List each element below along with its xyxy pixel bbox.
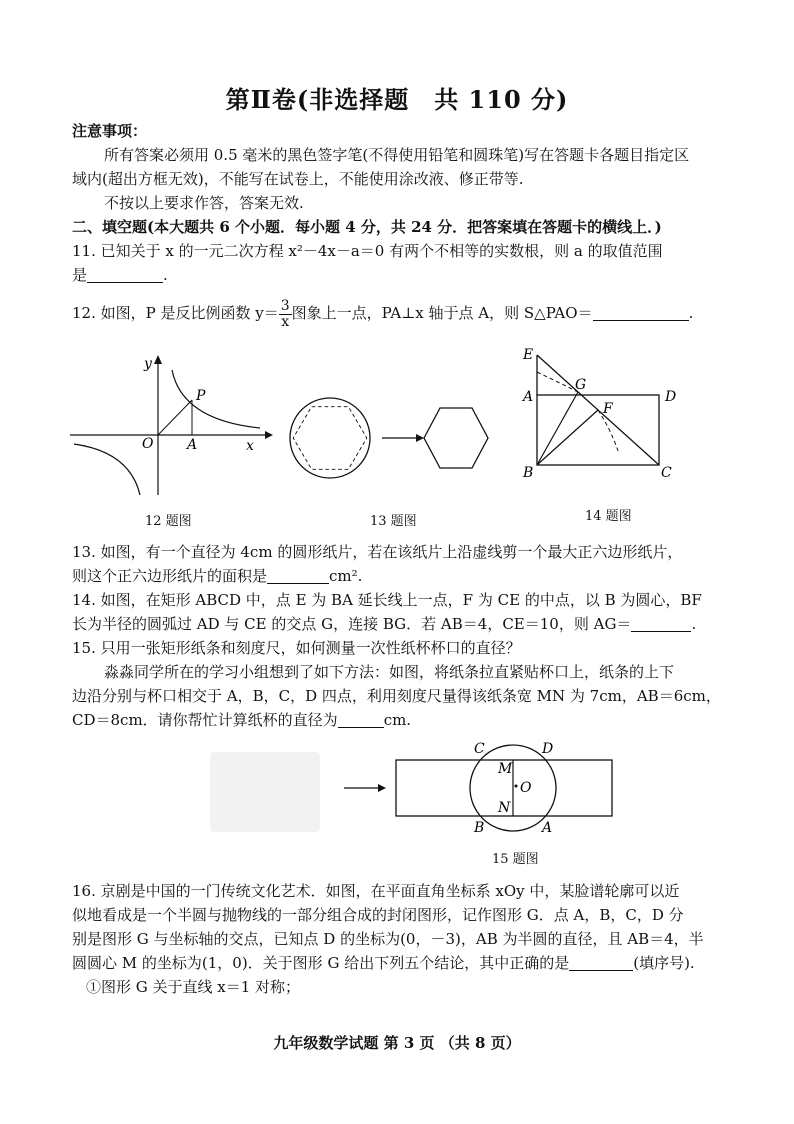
q11-prefix: 是 xyxy=(72,266,88,284)
q15-line-3: 边沿分别与杯口相交于 A，B，C，D 四点，利用刻度尺量得该纸条宽 MN 为 7cm，AB＝6cm， xyxy=(72,687,721,705)
section-heading: 二、填空题(本大题共 6 个小题．每小题 4 分，共 24 分．把答案填在答题卡的横线上．) xyxy=(72,218,662,236)
q16-line-1: 16. 京剧是中国的一门传统文化艺术．如图，在平面直角坐标系 xOy 中，某脸谱轮廓可以近 xyxy=(72,882,680,900)
arc-upper xyxy=(537,372,578,392)
q14-line-1: 14. 如图，在矩形 ABCD 中，点 E 为 BA 延长线上一点，F 为 CE 的中点，以 B 为圆心，BF xyxy=(72,591,702,609)
q16-prefix: 圆圆心 M 的坐标为(1，0)．关于图形 G 给出下列五个结论，其中正确的是 xyxy=(72,954,570,972)
label-y: y xyxy=(144,356,152,372)
q12-prefix: 12. 如图，P 是反比例函数 y＝ xyxy=(72,304,279,322)
label-a: A xyxy=(523,389,534,405)
q12-frac-den: x xyxy=(281,313,290,330)
q16-line-3: 别是图形 G 与坐标轴的交点，已知点 D 的坐标为(0，－3)，AB 为半圆的直径，且 AB＝4，半 xyxy=(72,930,704,948)
label-n: N xyxy=(498,800,511,816)
notes-heading: 注意事项： xyxy=(72,122,148,140)
figure-13 xyxy=(290,390,490,490)
page-title: 第Ⅱ卷(非选择题 共 110 分) xyxy=(225,85,569,114)
label-f: F xyxy=(603,401,613,417)
q15-line-1: 15. 只用一张矩形纸条和刻度尺，如何测量一次性纸杯杯口的直径？ xyxy=(72,639,521,657)
paper-cup-photo xyxy=(210,752,320,832)
q14-suffix: . xyxy=(691,615,697,633)
x-axis-arrow xyxy=(265,431,273,439)
q12-answer-blank xyxy=(593,305,689,321)
label-a: A xyxy=(542,820,553,836)
q13-prefix: 则这个正六边形纸片的面积是 xyxy=(72,567,268,585)
segment-bg xyxy=(537,392,578,465)
q14-answer-blank xyxy=(631,616,691,632)
label-c: C xyxy=(661,465,672,481)
label-b: B xyxy=(474,820,485,836)
label-x: x xyxy=(246,438,254,454)
q12-end: . xyxy=(688,304,694,322)
fig13-caption: 13 题图 xyxy=(370,514,417,529)
label-b: B xyxy=(523,465,534,481)
notes-line-1: 所有答案必须用 0.5 毫米的黑色签字笔(不得使用铅笔和圆珠笔)写在答题卡各题目指定区 xyxy=(104,146,690,164)
y-axis-arrow xyxy=(154,355,162,364)
fig15-caption: 15 题图 xyxy=(492,852,539,867)
arrow-head xyxy=(416,434,424,442)
paper-circle xyxy=(290,398,370,478)
q11-answer-blank xyxy=(87,267,163,283)
curve-q1 xyxy=(172,370,260,428)
q15-line-4 xyxy=(72,709,734,731)
curve-q3 xyxy=(74,444,140,495)
fig14-caption: 14 题图 xyxy=(585,509,632,524)
figure-15 xyxy=(340,738,620,838)
fig12-caption: 12 题图 xyxy=(145,514,192,529)
label-p: P xyxy=(196,388,206,404)
q11-suffix: . xyxy=(163,266,168,284)
label-a: A xyxy=(187,437,198,453)
center-point xyxy=(515,785,518,788)
label-g: G xyxy=(575,377,587,393)
q16-line-4 xyxy=(72,952,734,974)
q16-suffix: (填序号). xyxy=(633,954,695,972)
q14-prefix: 长为半径的圆弧过 AD 与 CE 的交点 G，连接 BG．若 AB＝4，CE＝10，则 AG＝ xyxy=(72,615,632,633)
q16-answer-blank xyxy=(569,955,633,971)
segment-bf xyxy=(537,410,598,465)
page-footer: 九年级数学试题 第 3 页 （共 8 页） xyxy=(273,1034,521,1052)
q15-prefix: CD＝8cm．请你帮忙计算纸杯的直径为 xyxy=(72,711,338,729)
rectangle-abcd xyxy=(537,395,659,465)
label-d: D xyxy=(665,389,677,405)
q15-suffix: cm. xyxy=(383,711,412,729)
q13-line-1: 13. 如图，有一个直径为 4cm 的圆形纸片，若在该纸片上沿虚线剪一个最大正六边形纸片， xyxy=(72,543,683,561)
q11-line-1: 11. 已知关于 x 的一元二次方程 x²－4x－a＝0 有两个不相等的实数根，则 a 的取值范围 xyxy=(72,242,663,260)
notes-line-3: 不按以上要求作答，答案无效. xyxy=(104,194,304,212)
label-c: C xyxy=(474,741,485,757)
q16-line-2: 似地看成是一个半圆与抛物线的一部分组合成的封闭图形，记作图形 G．点 A，B，C，D 分 xyxy=(72,906,684,924)
label-o: O xyxy=(142,436,154,452)
label-m: M xyxy=(498,761,513,777)
q13-answer-blank xyxy=(267,568,329,584)
segment-op xyxy=(158,400,192,435)
q12-suffix: 图象上一点，PA⊥x 轴于点 A，则 S△PAO＝ xyxy=(291,304,593,322)
q14-line-2 xyxy=(72,613,734,635)
q12-fraction xyxy=(279,299,292,330)
q11-line-2 xyxy=(72,264,734,286)
hexagon xyxy=(424,408,488,468)
q16-item-1: ①图形 G 关于直线 x＝1 对称； xyxy=(86,978,301,996)
q15-answer-blank xyxy=(338,712,384,728)
figure-14 xyxy=(515,345,685,485)
q15-line-2: 淼淼同学所在的学习小组想到了如下方法：如图，将纸条拉直紧贴杯口上，纸条的上下 xyxy=(104,663,675,681)
notes-line-2: 域内(超出方框无效)，不能写在试卷上，不能使用涂改液、修正带等. xyxy=(72,170,524,188)
q12-frac-num: 3 xyxy=(280,297,290,314)
arrow-head xyxy=(378,784,386,792)
figure-12 xyxy=(60,350,280,500)
q13-line-2 xyxy=(72,565,734,587)
label-d: D xyxy=(542,741,554,757)
dashed-hexagon xyxy=(293,407,367,470)
q13-suffix: cm². xyxy=(329,567,363,585)
label-o: O xyxy=(520,780,532,796)
label-e: E xyxy=(523,347,534,363)
q12-line xyxy=(72,296,734,330)
